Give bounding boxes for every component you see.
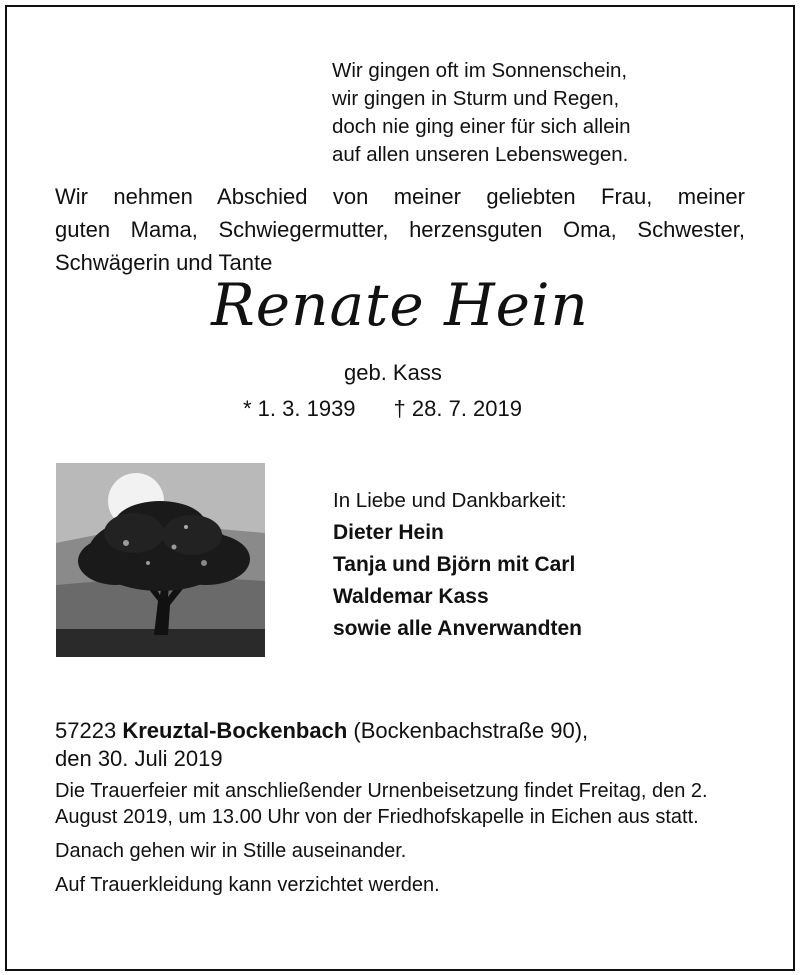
poem-line: Wir gingen oft im Sonnenschein,	[332, 59, 628, 82]
birth-date: * 1. 3. 1939	[243, 396, 356, 421]
intro-line: guten Mama, Schwiegermutter, herzensguten Oma, Schwester,	[55, 217, 745, 242]
town: Kreuztal-Bockenbach	[122, 718, 348, 743]
deceased-name: Renate Hein	[211, 271, 589, 339]
info-paragraph: Auf Trauerkleidung kann verzichtet werden.	[55, 874, 440, 896]
poem	[332, 57, 631, 169]
family-member: sowie alle Anverwandten	[333, 617, 582, 640]
poem-line: auf allen unseren Lebenswegen.	[332, 143, 629, 166]
family-member: Waldemar Kass	[333, 585, 489, 608]
family-member: Dieter Hein	[333, 521, 444, 544]
info-paragraph: Die Trauerfeier mit anschließender Urnenbeisetzung findet Freitag, den 2. August 2019, um 13.00 Uhr von der Friedhofskapelle in Eichen aus statt.	[55, 780, 708, 828]
family-lead: In Liebe und Dankbarkeit:	[333, 489, 567, 512]
poem-line: doch nie ging einer für sich allein	[332, 115, 631, 138]
intro-line: Schwägerin und Tante	[55, 250, 273, 275]
death-date: † 28. 7. 2019	[393, 396, 522, 421]
tree-image	[56, 463, 265, 657]
intro-line: Wir nehmen Abschied von meiner geliebten Frau, meiner	[55, 184, 745, 209]
poem-line: wir gingen in Sturm und Regen,	[332, 87, 620, 110]
street: (Bockenbachstraße 90),	[353, 718, 589, 743]
funeral-info	[55, 778, 747, 906]
intro-text	[55, 180, 745, 279]
family-member: Tanja und Björn mit Carl	[333, 553, 576, 576]
notice-date: den 30. Juli 2019	[55, 746, 223, 771]
birth-name: geb. Kass	[344, 360, 442, 385]
info-paragraph: Danach gehen wir in Stille auseinander.	[55, 840, 407, 862]
address-line	[55, 717, 588, 745]
address-block	[55, 717, 588, 773]
life-dates	[243, 396, 522, 422]
family-block	[333, 485, 582, 645]
postcode: 57223	[55, 718, 117, 743]
